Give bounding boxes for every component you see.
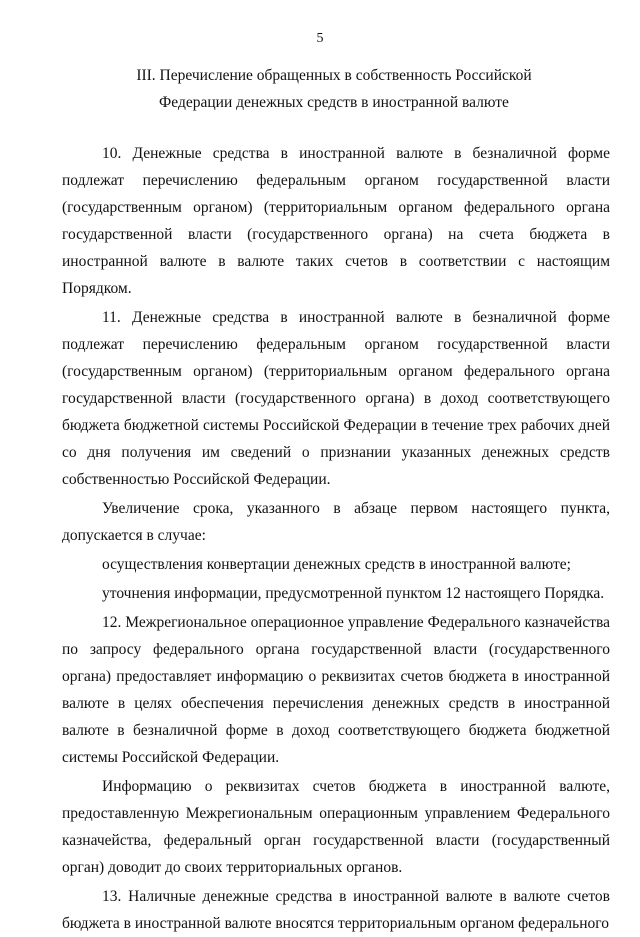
section-title-line-2: Федерации денежных средств в иностранной валюте [159, 94, 509, 111]
section-title-line-1: III. Перечисление обращенных в собственность Российской [136, 67, 532, 84]
page-number: 5 [316, 31, 324, 46]
paragraph-12: 12. Межрегиональное операционное управление Федерального казначейства по запросу федерального органа государственной власти (государственного органа) предоставляет информацию о реквизитах счетов бюджета в иностранной валюте в целях обеспечения перечисления денежных средств в иностранной валюте в безналичной форме в доход соответствующего бюджета бюджетной системы Российской Федерации. [62, 614, 610, 766]
paragraph-13: 13. Наличные денежные средства в иностранной валюте в валюте счетов бюджета в иностранной валюте вносятся территориальным органом федерального [62, 888, 610, 932]
body-text [62, 140, 610, 937]
paragraph-11: 11. Денежные средства в иностранной валюте в безналичной форме подлежат перечислению федеральным органом государственной власти (государственным органом) (территориальным органом федерального органа государственной власти (государственного органа) в доход соответствующего бюджета бюджетной системы Российской Федерации в течение трех рабочих дней со дня получения им сведений о признании указанных денежных средств собственностью Российской Федерации. [62, 309, 610, 488]
paragraph-12-information: Информацию о реквизитах счетов бюджета в иностранной валюте, предоставленную Межрегиональным операционным управлением Федерального казначейства, федеральный орган государственной власти (государственный орган) доводит до своих территориальных органов. [62, 778, 610, 876]
section-title [60, 62, 608, 116]
paragraph-11-case-clarification: уточнения информации, предусмотренной пунктом 12 настоящего Порядка. [102, 585, 605, 602]
paragraph-11-extension: Увеличение срока, указанного в абзаце первом настоящего пункта, допускается в случае: [62, 500, 610, 544]
paragraph-11-case-conversion: осуществления конвертации денежных средств в иностранной валюте; [102, 556, 571, 573]
paragraph-10: 10. Денежные средства в иностранной валюте в безналичной форме подлежат перечислению федеральным органом государственной власти (государственным органом) (территориальным органом федерального органа государственной власти (государственного органа) на счета бюджета в иностранной валюте в валюте таких счетов в соответствии с настоящим Порядком. [62, 145, 610, 297]
